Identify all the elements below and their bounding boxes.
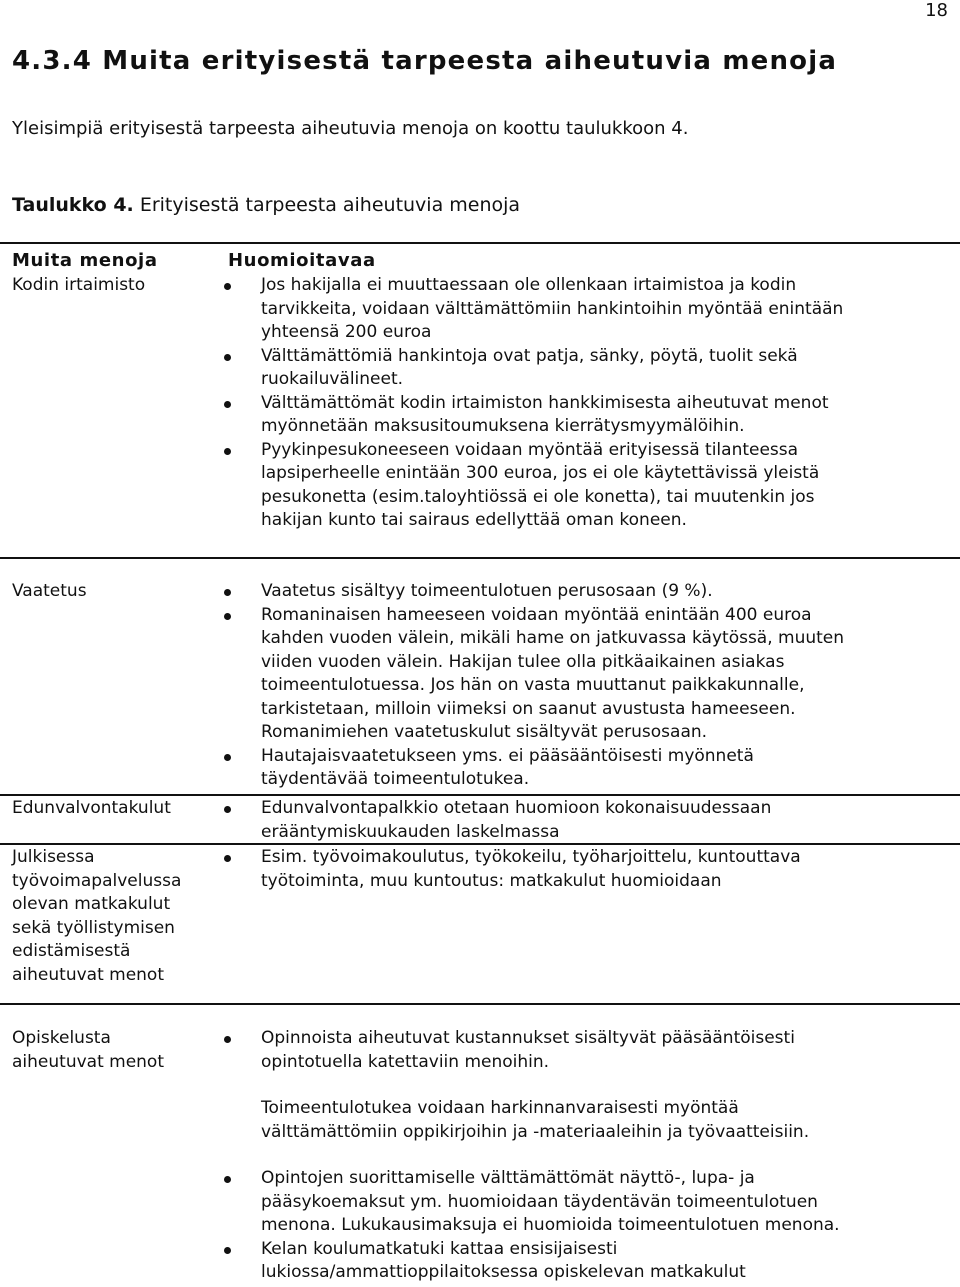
item-line: työtoiminta, muu kuntoutus: matkakulut huomioidaan — [261, 870, 722, 891]
bullet-icon — [224, 806, 231, 813]
item-line: lapsiperheelle enintään 300 euroa, jos ei ole käytettävissä yleistä — [261, 463, 820, 483]
item-line: yhteensä 200 euroa — [261, 322, 432, 342]
item-line: Edunvalvontapalkkio otetaan huomioon kokonaisuudessaan — [261, 798, 772, 818]
item-line: erääntymiskuukauden laskelmassa — [261, 821, 560, 842]
category-line: Edunvalvontakulut — [12, 798, 171, 818]
notes-list — [220, 1027, 950, 1285]
item-line: Pyykinpesukoneeseen voidaan myöntää erityisessä tilanteessa — [261, 439, 799, 460]
bullet-icon — [224, 401, 231, 408]
category-line: Opiskelusta — [12, 1028, 111, 1048]
category-line: aiheutuvat menot — [12, 964, 164, 985]
item-line: kahden vuoden välein, mikäli hame on jatkuvassa käytössä, muuten — [261, 628, 845, 648]
item-line: Kelan koulumatkatuki kattaa ensisijaisesti — [261, 1238, 618, 1259]
table-caption-label: Taulukko 4. — [12, 194, 134, 216]
category-line: Kodin irtaimisto — [12, 275, 146, 295]
bullet-icon — [224, 855, 231, 862]
item-line: Romanimiehen vaatetuskulut sisältyvät perusosaan. — [261, 722, 708, 742]
list-item — [220, 439, 950, 533]
bullet-icon — [224, 589, 231, 596]
row-category — [12, 846, 207, 987]
row-divider — [0, 557, 960, 559]
item-line: Romaninaisen hameeseen voidaan myöntää enintään 400 euroa — [261, 604, 812, 625]
item-line: Opinnoista aiheutuvat kustannukset sisältyvät pääsääntöisesti — [261, 1028, 795, 1048]
item-line: pesukonetta (esim.taloyhtiössä ei ole konetta), tai muutenkin jos — [261, 486, 815, 507]
item-line: lukiossa/ammattioppilaitoksessa opiskelevan matkakulut — [261, 1262, 746, 1282]
notes-list — [220, 274, 950, 533]
row-category — [12, 580, 207, 604]
list-item — [220, 1027, 950, 1074]
item-line: myönnetään maksusitoumuksena kierrätysmyymälöihin. — [261, 416, 745, 436]
category-line: työvoimapalvelussa — [12, 870, 182, 891]
list-item — [220, 1238, 950, 1285]
item-line: tarvikkeita, voidaan välttämättömiin hankintoihin myöntää enintään — [261, 298, 844, 319]
item-line: tarkistetaan, milloin viimeksi on saanut avustusta hameeseen. — [261, 698, 796, 719]
category-line: olevan matkakulut — [12, 894, 171, 914]
list-item — [220, 580, 950, 604]
bullet-icon — [224, 448, 231, 455]
list-item — [220, 1167, 950, 1238]
bullet-icon — [224, 283, 231, 290]
list-item — [220, 1097, 950, 1144]
list-item — [220, 392, 950, 439]
category-line: Julkisessa — [12, 847, 95, 867]
category-line: Vaatetus — [12, 581, 87, 601]
item-line: toimeentulotuessa. Jos hän on vasta muuttanut paikkakunnalle, — [261, 675, 805, 695]
bullet-icon — [224, 1247, 231, 1254]
item-line: Välttämättömiä hankintoja ovat patja, sänky, pöytä, tuolit sekä — [261, 345, 798, 366]
bullet-icon — [224, 754, 231, 761]
page-number: 18 — [925, 0, 948, 21]
category-line: sekä työllistymisen — [12, 917, 175, 938]
notes-list — [220, 797, 950, 844]
item-line: Esim. työvoimakoulutus, työkokeilu, työharjoittelu, kuntouttava — [261, 847, 801, 867]
table-caption — [12, 194, 520, 216]
bullet-icon — [224, 1176, 231, 1183]
list-item — [220, 345, 950, 392]
row-divider — [0, 794, 960, 796]
list-item — [220, 745, 950, 792]
table-top-rule — [0, 242, 960, 244]
notes-list — [220, 580, 950, 792]
item-line: pääsykoemaksut ym. huomioidaan täydentävän toimeentulotuen — [261, 1191, 818, 1212]
item-line: Vaatetus sisältyy toimeentulotuen perusosaan (9 %). — [261, 581, 713, 601]
row-category — [12, 1027, 207, 1074]
item-line: opintotuella katettaviin menoihin. — [261, 1051, 550, 1072]
row-divider — [0, 1003, 960, 1005]
list-item — [220, 274, 950, 345]
list-item — [220, 604, 950, 745]
list-item — [220, 846, 950, 893]
list-item — [220, 797, 950, 844]
section-heading: 4.3.4 Muita erityisestä tarpeesta aiheutuvia menoja — [12, 46, 838, 76]
item-line: Jos hakijalla ei muuttaessaan ole ollenkaan irtaimistoa ja kodin — [261, 275, 797, 295]
item-line: Välttämättömät kodin irtaimiston hankkimisesta aiheutuvat menot — [261, 392, 829, 413]
item-line: hakijan kunto tai sairaus edellyttää oman koneen. — [261, 510, 687, 530]
category-line: aiheutuvat menot — [12, 1051, 164, 1072]
bullet-icon — [224, 1036, 231, 1043]
row-category — [12, 274, 207, 298]
bullet-icon — [224, 613, 231, 620]
item-line: viiden vuoden välein. Hakijan tulee olla pitkäaikainen asiakas — [261, 651, 785, 672]
item-line: ruokailuvälineet. — [261, 369, 404, 389]
item-line: täydentävää toimeentulotukea. — [261, 769, 530, 789]
item-line: menona. Lukukausimaksuja ei huomioida toimeentulotuen menona. — [261, 1215, 840, 1235]
item-line: Hautajaisvaatetukseen yms. ei pääsääntöisesti myönnetä — [261, 745, 754, 766]
category-line: edistämisestä — [12, 941, 131, 961]
item-line: välttämättömiin oppikirjoihin ja -materiaaleihin ja työvaatteisiin. — [261, 1121, 810, 1142]
header-col-other-expenses: Muita menoja — [12, 250, 158, 271]
bullet-icon — [224, 354, 231, 361]
item-line: Opintojen suorittamiselle välttämättömät näyttö-, lupa- ja — [261, 1168, 755, 1188]
item-line: Toimeentulotukea voidaan harkinnanvaraisesti myöntää — [261, 1098, 739, 1118]
row-category — [12, 797, 207, 821]
intro-paragraph: Yleisimpiä erityisestä tarpeesta aiheutuvia menoja on koottu taulukkoon 4. — [12, 118, 689, 139]
notes-list — [220, 846, 950, 893]
table-caption-text: Erityisestä tarpeesta aiheutuvia menoja — [139, 194, 521, 216]
row-divider — [0, 843, 960, 845]
header-col-notes: Huomioitavaa — [228, 250, 376, 271]
